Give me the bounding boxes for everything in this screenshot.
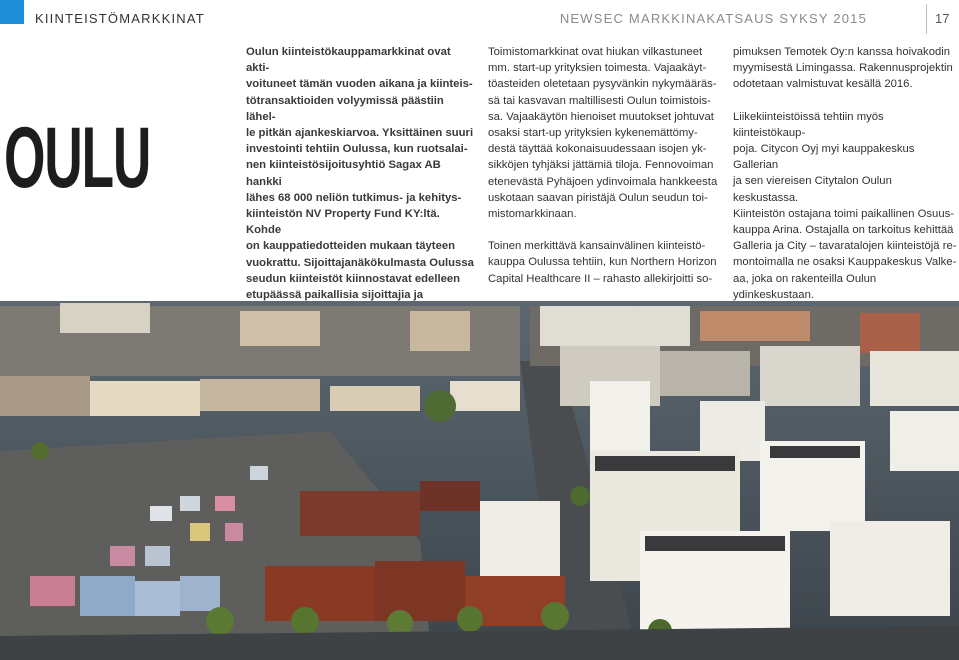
text-line: Toinen merkittävä kansainvälinen kiinteistö- — [488, 240, 706, 253]
text-line: Capital Healthcare II – rahasto allekirjoitti so- — [488, 272, 713, 285]
page-number: 17 — [935, 11, 950, 26]
text-line: Galleria ja City – tavaratalojen kiinteistöjä re- — [733, 240, 957, 253]
text-line: lähes 68 000 neliön tutkimus- ja kehitys- — [246, 191, 462, 204]
text-line: vuokrattu. Sijoittajanäkökulmasta Oulussa — [246, 256, 474, 269]
text-line: nen kiinteistösijoitusyhtiö Sagax AB hankki — [246, 159, 441, 188]
text-line: Toimistomarkkinat ovat hiukan vilkastuneet — [488, 46, 703, 58]
text-line: destä täyttää kokonaisuudessaan isojen yk- — [488, 143, 707, 156]
text-line: montoimalla ne osaksi Kauppakeskus Valke- — [733, 256, 957, 269]
text-line: Kiinteistön ostajana toimi paikallinen Osuus- — [733, 207, 955, 220]
aerial-city-photo — [0, 301, 959, 660]
text-line: poja. Citycon Oyj myi kauppakeskus Gallerian — [733, 143, 915, 172]
text-line: kauppa Oulussa tehtiin, kun Northern Horizon — [488, 256, 717, 269]
text-line: aa, joka on rakenteilla Oulun ydinkeskustaan. — [733, 272, 877, 301]
text-line: odotetaan valmistuvat kesällä 2016. — [733, 78, 913, 91]
text-line: kiinteistön NV Property Fund KY:ltä. Kohde — [246, 208, 440, 237]
body-paragraph — [733, 44, 959, 93]
text-line: investointi tehtiin Oulussa, kun ruotsalai- — [246, 143, 468, 156]
text-line: tötransaktioiden volyymissä päästiin lähel- — [246, 94, 444, 123]
body-paragraph — [488, 44, 718, 222]
text-line: mistomarkkinaan. — [488, 208, 577, 221]
text-line: seudun kiinteistöt kiinnostavat edelleen — [246, 272, 461, 285]
header-divider — [926, 4, 927, 34]
text-line: töasteiden oletetaan pysyvänkin nykymääräs- — [488, 78, 717, 91]
accent-square — [0, 0, 24, 24]
body-column-2 — [488, 44, 718, 287]
text-line: myymisestä Limingassa. Rakennusprojektin — [733, 62, 953, 75]
text-line: voituneet tämän vuoden aikana ja kiinteis- — [246, 78, 473, 91]
text-line: ja sen viereisen Citytalon Oulun keskustassa. — [733, 175, 892, 204]
city-title: OULU — [4, 110, 151, 206]
text-line: sä tai kasvavan maltillisesti Oulun toimistois- — [488, 94, 711, 107]
text-line: sikköjen tyhjäksi jättämiä tiloja. Fennovoiman — [488, 159, 714, 172]
text-line: kauppa Arina. Ostajalla on tarkoitus kehittää — [733, 224, 954, 237]
text-line: Liikekiinteistöissä tehtiin myös kiinteistökaup- — [733, 110, 884, 139]
text-line: pimuksen Temotek Oy:n kanssa hoivakodin — [733, 46, 951, 58]
text-line: Oulun kiinteistökauppamarkkinat ovat akti- — [246, 46, 451, 75]
section-header: KIINTEISTÖMARKKINAT — [35, 11, 205, 26]
text-line: osaksi start-up yrityksien kykenemättömy- — [488, 127, 698, 140]
text-line: uskotaan saavan piristäjä Oulun seudun toi- — [488, 191, 708, 204]
text-line: on kauppatiedotteiden mukaan täyteen — [246, 240, 456, 253]
text-line: mm. start-up yrityksien toimesta. Vajaakäyt- — [488, 62, 707, 75]
text-line: sa. Vajaakäytön hienoiset muutokset johtuvat — [488, 110, 714, 123]
text-line: le pitkän ajankeskiarvoa. Yksittäinen suuri — [246, 127, 474, 140]
publication-title: NEWSEC MARKKINAKATSAUS SYKSY 2015 — [559, 11, 867, 26]
text-line: etenevästä Pyhäjoen ydinvoimala hankkeesta — [488, 175, 718, 188]
body-paragraph — [488, 238, 718, 287]
text-line: etupäässä paikallisia sijoittajia ja — [246, 289, 424, 302]
